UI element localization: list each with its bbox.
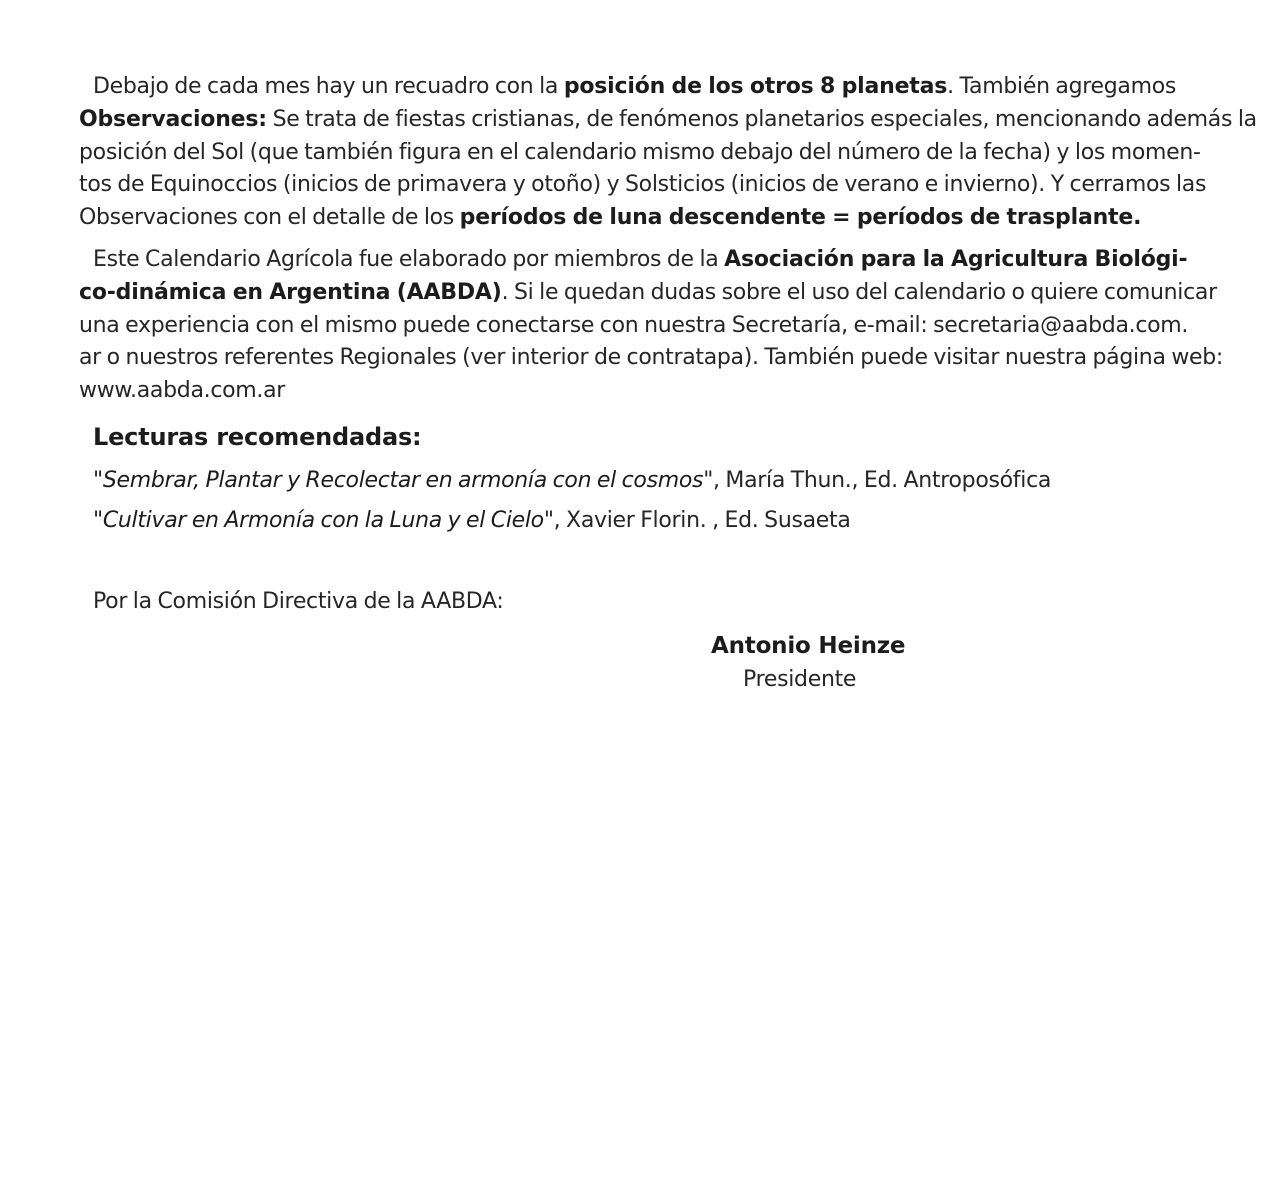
closing-line: Por la Comisión Directiva de la AABDA: [93,589,504,614]
paragraph-about [79,244,1224,408]
body-text [79,71,1257,417]
signer-role: Presidente [743,667,857,692]
readings-heading: Lecturas recomendadas: [93,423,422,451]
text-line: una experiencia con el mismo puede conectarse con nuestra Secretaría, e-mail: secretaria@aabda.com. [79,312,1189,338]
text-line: Este Calendario Agrícola fue elaborado por miembros de la Asociación para la Agricultura Biológi- [93,246,1188,272]
bold-phrase: períodos de luna descendente = períodos de trasplante. [459,205,1142,231]
bold-phrase: Asociación para la Agricultura Biológi- [724,246,1188,272]
signer-name: Antonio Heinze [711,633,906,659]
text-line: posición del Sol (que también figura en el calendario mismo debajo del número de la fecha) y los momen- [79,139,1201,165]
bold-phrase: posición de los otros 8 planetas [563,74,948,99]
text-line: Observaciones: Se trata de fiestas cristianas, de fenómenos planetarios especiales, mencionando además la [79,106,1257,132]
paragraph-planets [79,71,1257,235]
text-line: tos de Equinoccios (inicios de primavera y otoño) y Solsticios (inicios de verano e invierno). Y cerramos las [79,172,1207,198]
bold-phrase: co-dinámica en Argentina (AABDA) [79,279,502,305]
reading-item: "Cultivar en Armonía con la Luna y el Cielo", Xavier Florin. , Ed. Susaeta [93,508,851,533]
text-line: Debajo de cada mes hay un recuadro con la posición de los otros 8 planetas. También agregamos [93,74,1177,99]
text-line: ar o nuestros referentes Regionales (ver interior de contratapa). También puede visitar nuestra página web: [79,345,1224,371]
website-text: www.aabda.com.ar [79,378,286,404]
bold-phrase: Observaciones: [79,106,267,132]
text-line: Observaciones con el detalle de los períodos de luna descendente = períodos de trasplante. [79,205,1142,231]
book-title: Sembrar, Plantar y Recolectar en armonía con el cosmos [102,468,704,493]
text-line: co-dinámica en Argentina (AABDA). Si le quedan dudas sobre el uso del calendario o quiere comunicar [79,279,1217,305]
book-title: Cultivar en Armonía con la Luna y el Cielo [102,508,544,533]
reading-item: "Sembrar, Plantar y Recolectar en armonía con el cosmos", María Thun., Ed. Antroposófica [93,468,1052,493]
